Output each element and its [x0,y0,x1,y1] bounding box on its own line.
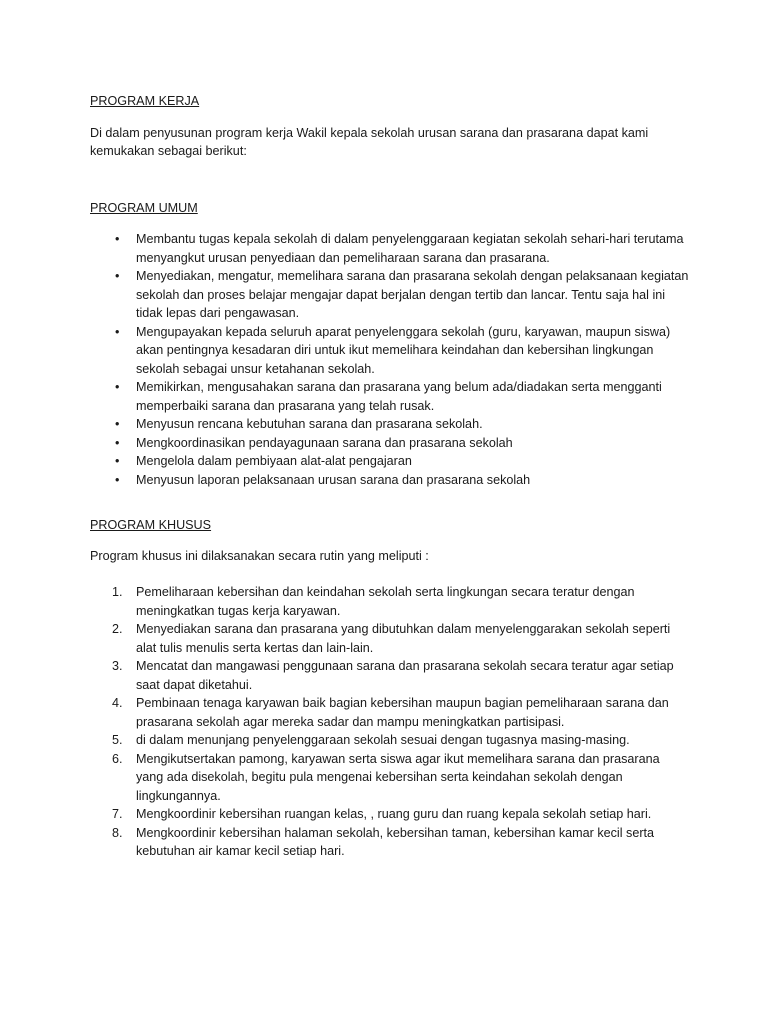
program-khusus-item-text: Mencatat dan mangawasi penggunaan sarana dan prasarana sekolah secara teratur agar setiap saat dapat diketahui. [136,659,674,692]
program-khusus-item [90,750,690,806]
program-umum-item [90,378,690,415]
bullet-marker: • [115,454,120,468]
program-kerja-intro: Di dalam penyusunan program kerja Wakil kepala sekolah urusan sarana dan prasarana dapat kami kemukakan sebagai berikut: [90,125,649,158]
program-umum-item [90,323,690,379]
program-khusus-item-text: Mengkoordinir kebersihan ruangan kelas, , ruang guru dan ruang kepala sekolah setiap hari. [136,807,652,821]
program-khusus-item-text: Mengkoordinir kebersihan halaman sekolah, kebersihan taman, kebersihan kamar kecil serta kebutuhan air kamar kecil setiap hari. [136,825,655,858]
program-umum-item-text: Memikirkan, mengusahakan sarana dan prasarana yang belum ada/diadakan serta mengganti memperbaiki sarana dan prasarana yang telah rusak. [136,380,662,413]
bullet-marker: • [115,435,120,450]
item-number: 7. [112,807,123,821]
document-page [90,92,690,861]
program-umum-item-text: Menyusun rencana kebutuhan sarana dan prasarana sekolah. [136,417,483,431]
program-khusus-item [90,657,690,694]
program-umum-item-text: Mengelola dalam pembiyaan alat-alat pengajaran [136,454,412,468]
heading-program-umum: PROGRAM UMUM [90,200,198,215]
bullet-marker: • [115,269,120,283]
bullet-marker: • [115,417,120,431]
item-number: 3. [112,659,123,673]
heading-program-kerja: PROGRAM KERJA [90,94,200,108]
program-umum-item [90,230,690,267]
program-umum-item-text: Menyusun laporan pelaksanaan urusan sarana dan prasarana sekolah [136,472,531,487]
program-umum-list [90,230,690,489]
program-umum-item [90,434,690,453]
program-khusus-item-text: di dalam menunjang penyelenggaraan sekolah sesuai dengan tugasnya masing-masing. [136,733,630,747]
program-khusus-item [90,694,690,731]
bullet-marker: • [115,472,120,487]
bullet-marker: • [115,324,120,339]
item-number: 2. [112,622,123,636]
program-umum-item [90,471,690,490]
program-khusus-item [90,583,690,620]
program-khusus-intro: Program khusus ini dilaksanakan secara rutin yang meliputi : [90,548,429,563]
program-khusus-item-text: Menyediakan sarana dan prasarana yang dibutuhkan dalam menyelenggarakan sekolah seperti alat tulis menulis serta kertas dan lain-lain. [136,622,671,655]
program-umum-item [90,452,690,471]
bullet-marker: • [115,232,120,246]
program-umum-item-text: Menyediakan, mengatur, memelihara sarana dan prasarana sekolah dengan pelaksanaan kegiatan sekolah dan proses belajar mengajar dapat berjalan dengan tertib dan lancar. Tentu saja hal ini tidak lepas dari pengawasan. [136,269,689,320]
item-number: 4. [112,696,123,710]
program-umum-item-text: Mengupayakan kepada seluruh aparat penyelenggara sekolah (guru, karyawan, maupun siswa) akan pentingnya kesadaran diri untuk ikut memelihara keindahan dan kebersihan lingkungan sekolah sebagai unsur ketahanan sekolah. [136,324,671,376]
program-khusus-item-text: Pemeliharaan kebersihan dan keindahan sekolah serta lingkungan secara teratur dengan meningkatkan tugas kerja karyawan. [136,585,635,618]
program-khusus-item [90,731,690,750]
program-khusus-item-text: Mengikutsertakan pamong, karyawan serta siswa agar ikut memelihara sarana dan prasarana yang ada disekolah, begitu pula mengenai kebersihan serta keindahan sekolah dengan lingkungannya. [136,751,660,803]
program-khusus-item [90,805,690,824]
program-khusus-item [90,620,690,657]
item-number: 5. [112,733,123,747]
item-number: 8. [112,825,123,840]
item-number: 6. [112,751,123,766]
program-khusus-item [90,824,690,861]
item-number: 1. [112,585,123,599]
heading-program-khusus: PROGRAM KHUSUS [90,518,212,532]
program-umum-item [90,415,690,434]
program-khusus-item-text: Pembinaan tenaga karyawan baik bagian kebersihan maupun bagian pemeliharaan sarana dan prasarana sekolah agar mereka sadar dan mampu meningkatkan partisipasi. [136,696,669,729]
program-umum-item-text: Mengkoordinasikan pendayagunaan sarana dan prasarana sekolah [136,435,513,450]
program-umum-item-text: Membantu tugas kepala sekolah di dalam penyelenggaraan kegiatan sekolah sehari-hari terutama menyangkut urusan penyediaan dan pemeliharaan sarana dan prasarana. [136,232,684,265]
bullet-marker: • [115,380,120,394]
program-khusus-list [90,583,690,861]
program-umum-item [90,267,690,323]
